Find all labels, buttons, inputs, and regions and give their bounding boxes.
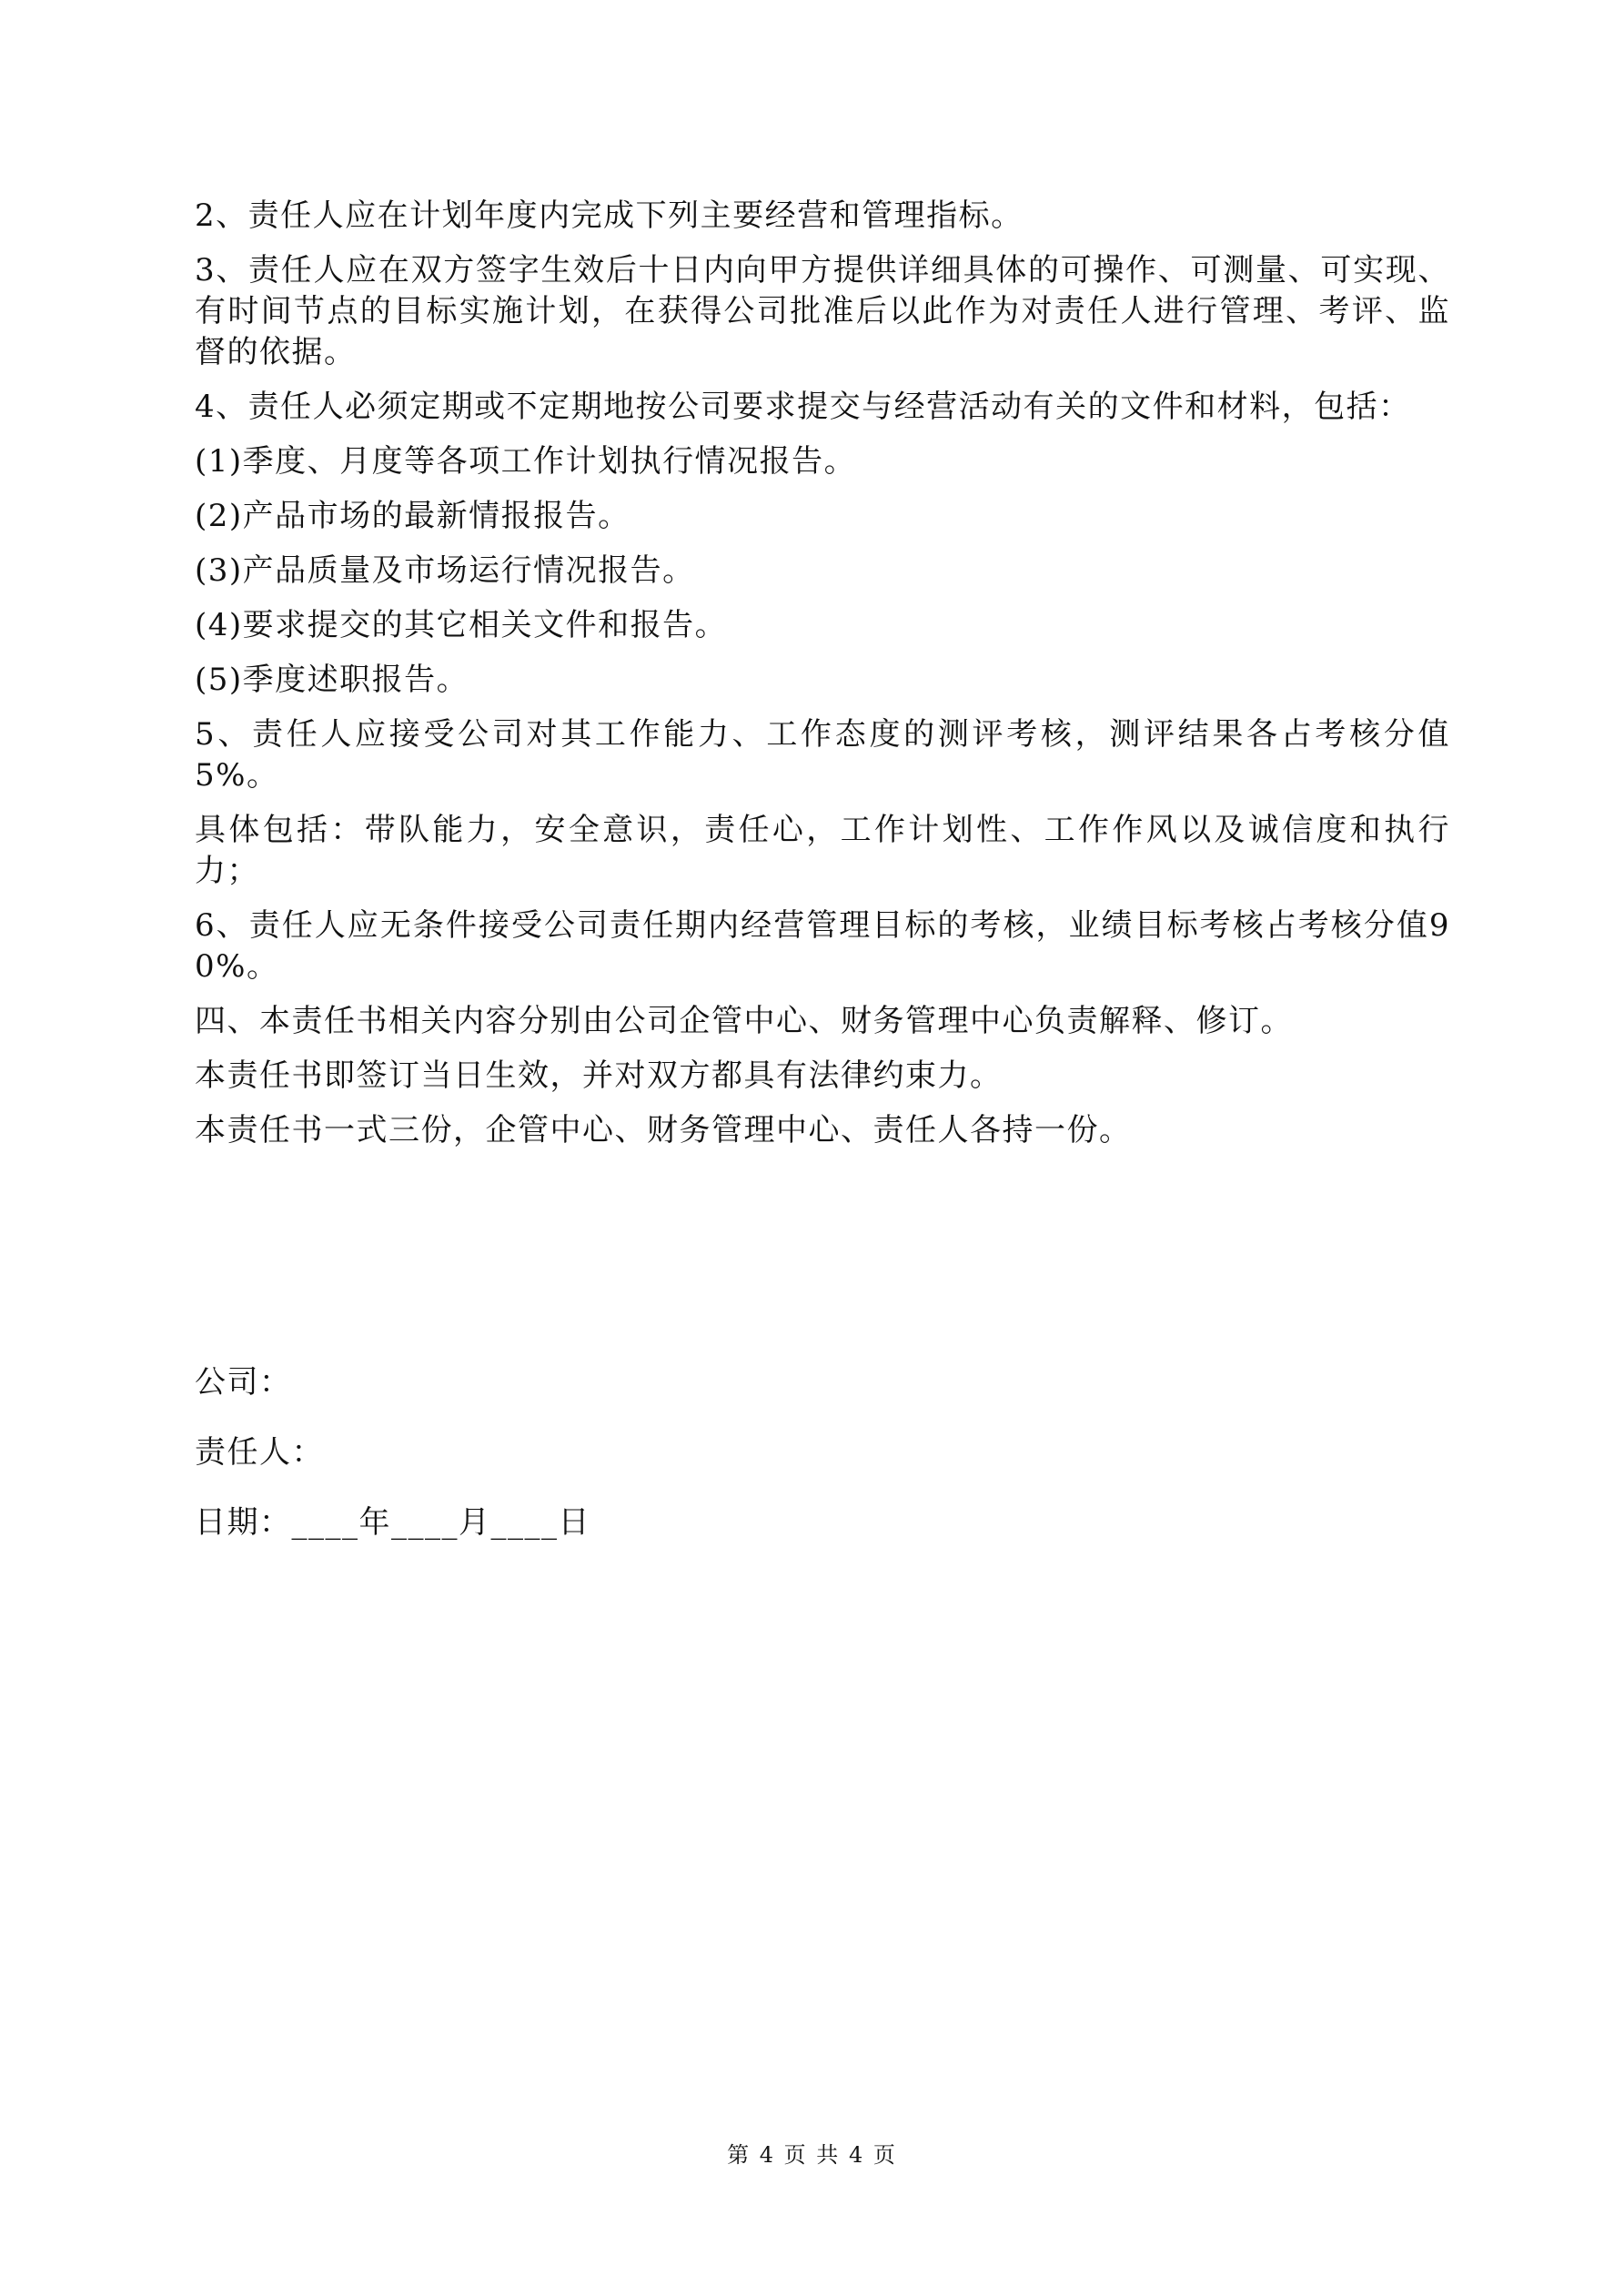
paragraph-item-4: 4、责任人必须定期或不定期地按公司要求提交与经营活动有关的文件和材料，包括： — [195, 389, 1411, 425]
sub-item-5: (5)季度述职报告。 — [195, 662, 469, 698]
document-body — [195, 196, 1450, 1165]
sub-item-2: (2)产品市场的最新情报报告。 — [195, 498, 630, 534]
paragraph-item-5: 5、责任人应接受公司对其工作能力、工作态度的测评考核，测评结果各占考核分值 5%。 — [195, 716, 1450, 794]
responsible-person-signature-line: 责任人： — [195, 1434, 324, 1471]
paragraph-effective: 本责任书即签订当日生效，并对双方都具有法律约束力。 — [195, 1057, 1003, 1094]
page-footer: 第 4 页 共 4 页 — [727, 2142, 897, 2168]
sub-item-3: (3)产品质量及市场运行情况报告。 — [195, 552, 695, 589]
paragraph-copies: 本责任书一式三份，企管中心、财务管理中心、责任人各持一份。 — [195, 1112, 1132, 1148]
paragraph-item-5-detail: 具体包括：带队能力，安全意识，责任心，工作计划性、工作作风以及诚信度和执行力； — [195, 812, 1450, 889]
paragraph-item-2: 2、责任人应在计划年度内完成下列主要经营和管理指标。 — [195, 197, 1024, 234]
paragraph-item-6: 6、责任人应无条件接受公司责任期内经营管理目标的考核，业绩目标考核占考核分值90%。 — [195, 907, 1450, 985]
company-signature-line: 公司： — [195, 1364, 292, 1401]
paragraph-item-3: 3、责任人应在双方签字生效后十日内向甲方提供详细具体的可操作、可测量、可实现、有时间节点的目标实施计划，在获得公司批准后以此作为对责任人进行管理、考评、监督的依据。 — [195, 252, 1450, 370]
sub-item-4: (4)要求提交的其它相关文件和报告。 — [195, 607, 728, 643]
date-line: 日期：____年____月____日 — [195, 1504, 590, 1541]
sub-item-1: (1)季度、月度等各项工作计划执行情况报告。 — [195, 443, 857, 480]
signature-block — [195, 1362, 1105, 1573]
paragraph-section-4: 四、本责任书相关内容分别由公司企管中心、财务管理中心负责解释、修订。 — [195, 1003, 1293, 1039]
